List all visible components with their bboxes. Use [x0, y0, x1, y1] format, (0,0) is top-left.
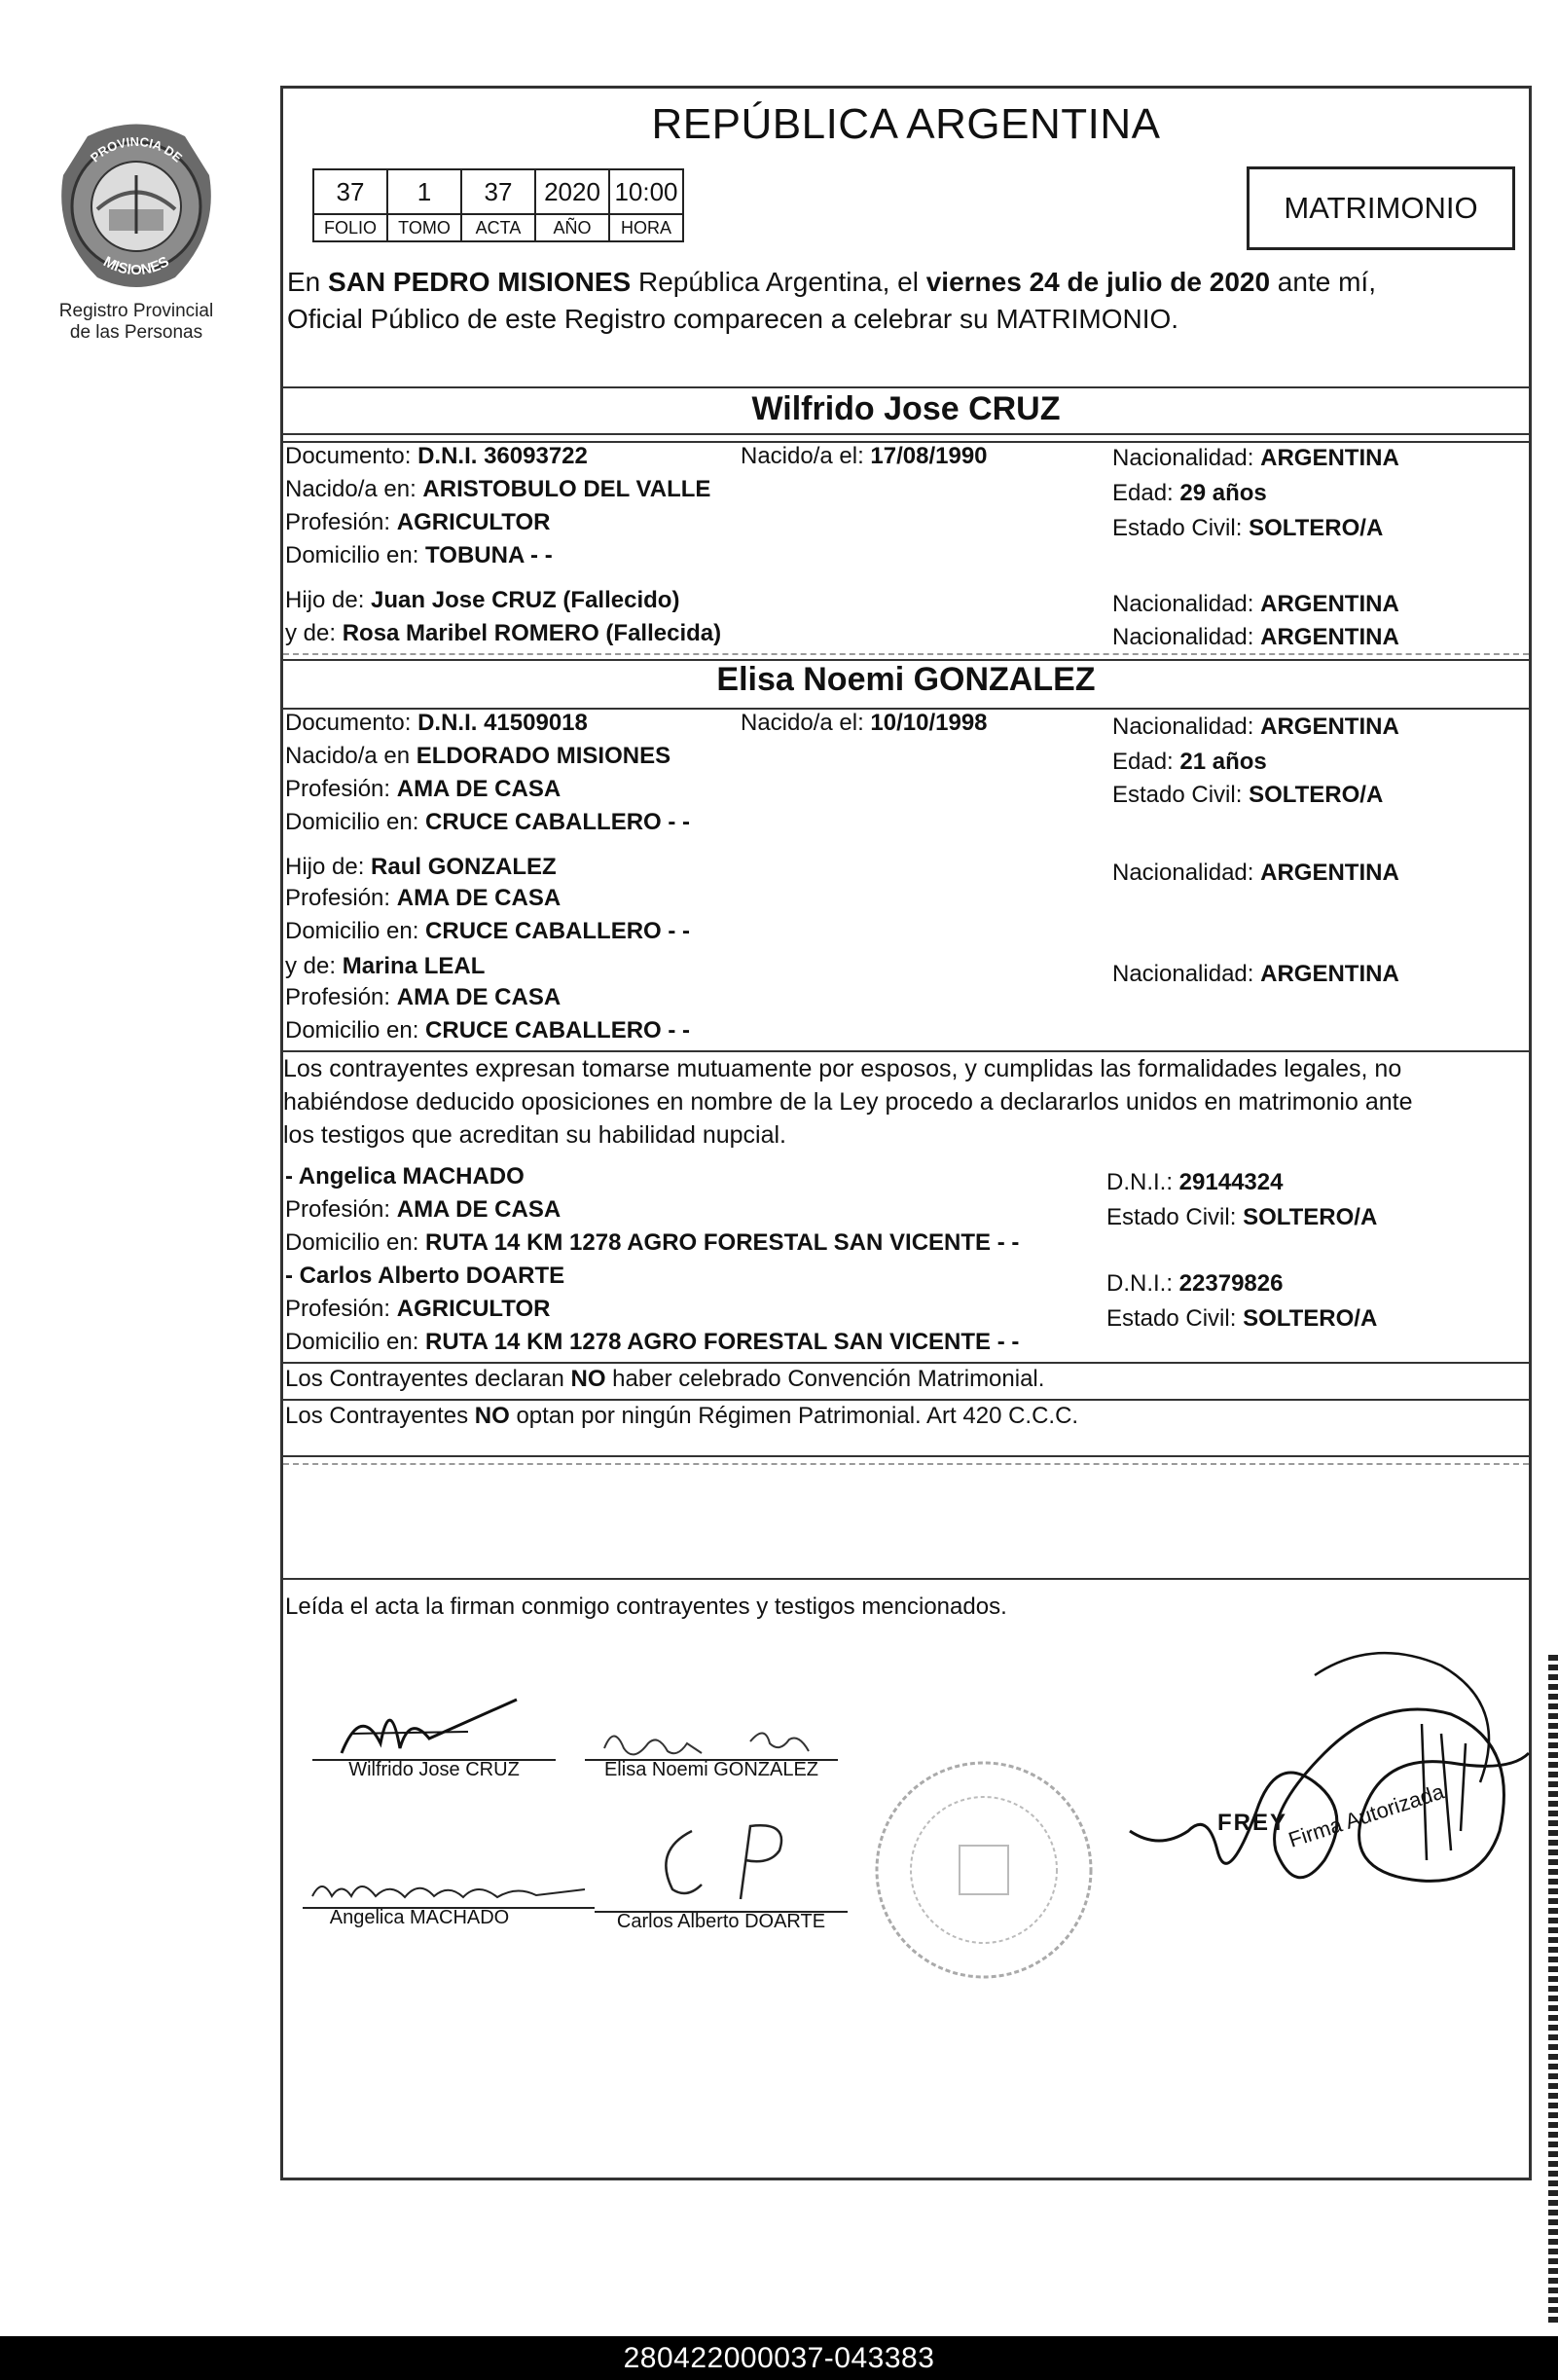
intro-line-2: Oficial Público de este Registro comparecen a celebrar su MATRIMONIO.: [287, 304, 1179, 334]
divider: [283, 1399, 1529, 1401]
party2-father-profession: Profesión: AMA DE CASA: [285, 885, 562, 911]
document-title: REPÚBLICA ARGENTINA: [651, 100, 1161, 148]
witness2-signature-name: Carlos Alberto DOARTE: [616, 1911, 826, 1932]
party1-father: Hijo de: Juan Jose CRUZ (Fallecido): [285, 587, 680, 613]
witness1-domicile: Domicilio en: RUTA 14 KM 1278 AGRO FORESTAL SAN VICENTE - -: [285, 1229, 1020, 1256]
official-stamp-text: Firma Autorizada: [1286, 1778, 1447, 1852]
intro-text-1: En: [287, 267, 329, 297]
witness1-profession: Profesión: AMA DE CASA: [285, 1196, 562, 1223]
party2-birthdate: Nacido/a el: 10/10/1998: [741, 710, 988, 736]
party2-name: Elisa Noemi GONZALEZ: [716, 661, 1096, 698]
tomo-value: 1: [387, 169, 461, 214]
groom-signature-name: Wilfrido Jose CRUZ: [348, 1759, 520, 1780]
party1-mother: y de: Rosa Maribel ROMERO (Fallecida): [285, 620, 722, 646]
document-id-bar: 280422000037-043383: [0, 2336, 1558, 2380]
anio-label: AÑO: [535, 214, 609, 241]
certificate-frame: [280, 86, 1532, 2180]
intro-text-3: ante mí,: [1270, 267, 1376, 297]
act-type-box: MATRIMONIO: [1247, 166, 1515, 250]
divider: [283, 1455, 1529, 1457]
bride-signature-name: Elisa Noemi GONZALEZ: [603, 1759, 819, 1780]
witness2-civil-status: Estado Civil: SOLTERO/A: [1106, 1305, 1378, 1332]
witness2-profession: Profesión: AGRICULTOR: [285, 1296, 551, 1322]
party1-name: Wilfrido Jose CRUZ: [751, 390, 1061, 427]
closing-statement: Leída el acta la firman conmigo contrayentes y testigos mencionados.: [285, 1593, 1007, 1620]
party1-father-nationality: Nacionalidad: ARGENTINA: [1112, 591, 1399, 617]
acta-value: 37: [461, 169, 535, 214]
party2-profession: Profesión: AMA DE CASA: [285, 776, 562, 802]
declaration-line-2: habiéndose deducido oposiciones en nombre de la Ley procedo a declararlos unidos en matrimonio ante: [283, 1088, 1413, 1116]
party2-age: Edad: 21 años: [1112, 749, 1267, 775]
intro-paragraph: [287, 264, 1525, 338]
party1-document: Documento: D.N.I. 36093722: [285, 443, 588, 469]
party2-nationality: Nacionalidad: ARGENTINA: [1112, 714, 1399, 740]
dashed-divider: [283, 1463, 1529, 1465]
witness1-dni: D.N.I.: 29144324: [1106, 1169, 1284, 1195]
party2-father-nationality: Nacionalidad: ARGENTINA: [1112, 860, 1399, 886]
record-number-table: [312, 168, 684, 242]
party2-father-domicile: Domicilio en: CRUCE CABALLERO - -: [285, 918, 691, 944]
witness1-name: - Angelica MACHADO: [285, 1163, 525, 1190]
party1-profession: Profesión: AGRICULTOR: [285, 509, 551, 535]
logo-caption: [39, 301, 234, 344]
witness1-civil-status: Estado Civil: SOLTERO/A: [1106, 1204, 1378, 1230]
witness2-signature: [634, 1812, 828, 1909]
witness2-name: - Carlos Alberto DOARTE: [285, 1263, 565, 1289]
logo-caption-line1: Registro Provincial: [58, 301, 214, 321]
official-stamp-icon: [867, 1753, 1101, 1987]
logo-caption-line2: de las Personas: [69, 322, 203, 343]
official-name: FREY: [1217, 1810, 1288, 1836]
official-signature: [1130, 1636, 1539, 1928]
tomo-label: TOMO: [387, 214, 461, 241]
scan-edge: [1548, 1655, 1558, 2326]
witness1-signature: [303, 1862, 595, 1911]
seal-top-text: PROVINCIA DE: [87, 133, 186, 165]
convention-statement: Los Contrayentes declaran NO haber celebrado Convención Matrimonial.: [285, 1366, 1045, 1392]
divider: [283, 1578, 1529, 1580]
declaration-line-1: Los contrayentes expresan tomarse mutuamente por esposos, y cumplidas las formalidades legales, no: [283, 1055, 1402, 1082]
declaration-paragraph: [283, 1052, 1523, 1152]
divider: [283, 386, 1529, 388]
intro-text-2: República Argentina, el: [631, 267, 926, 297]
party2-mother-profession: Profesión: AMA DE CASA: [285, 984, 562, 1010]
party2-father: Hijo de: Raul GONZALEZ: [285, 854, 557, 880]
intro-date: viernes 24 de julio de 2020: [925, 267, 1271, 297]
party2-domicile: Domicilio en: CRUCE CABALLERO - -: [285, 809, 691, 835]
party1-age: Edad: 29 años: [1112, 480, 1267, 506]
intro-place: SAN PEDRO MISIONES: [328, 267, 632, 297]
declaration-line-3: los testigos que acreditan su habilidad nupcial.: [283, 1121, 787, 1149]
acta-label: ACTA: [461, 214, 535, 241]
party1-nationality: Nacionalidad: ARGENTINA: [1112, 445, 1399, 471]
hora-label: HORA: [609, 214, 683, 241]
party1-domicile: Domicilio en: TOBUNA - -: [285, 542, 553, 568]
party2-mother-nationality: Nacionalidad: ARGENTINA: [1112, 961, 1399, 987]
witness2-dni: D.N.I.: 22379826: [1106, 1270, 1284, 1297]
folio-value: 37: [313, 169, 387, 214]
witness1-signature-name: Angelica MACHADO: [329, 1907, 510, 1928]
party2-civil-status: Estado Civil: SOLTERO/A: [1112, 782, 1384, 808]
party1-mother-nationality: Nacionalidad: ARGENTINA: [1112, 624, 1399, 650]
anio-value: 2020: [535, 169, 609, 214]
party2-mother-domicile: Domicilio en: CRUCE CABALLERO - -: [285, 1017, 691, 1044]
folio-label: FOLIO: [313, 214, 387, 241]
divider: [283, 433, 1529, 435]
provincial-seal-icon: [49, 117, 224, 292]
patrimonial-regime-statement: Los Contrayentes NO optan por ningún Régimen Patrimonial. Art 420 C.C.C.: [285, 1403, 1079, 1429]
party2-document: Documento: D.N.I. 41509018: [285, 710, 588, 736]
witness2-domicile: Domicilio en: RUTA 14 KM 1278 AGRO FORESTAL SAN VICENTE - -: [285, 1329, 1020, 1355]
party1-birthplace: Nacido/a en: ARISTOBULO DEL VALLE: [285, 476, 711, 502]
dashed-divider: [283, 653, 1529, 655]
seal-bottom-text: MISIONES: [100, 253, 172, 279]
party1-civil-status: Estado Civil: SOLTERO/A: [1112, 515, 1384, 541]
party1-birthdate: Nacido/a el: 17/08/1990: [741, 443, 988, 469]
party2-birthplace: Nacido/a en ELDORADO MISIONES: [285, 743, 671, 769]
hora-value: 10:00: [609, 169, 683, 214]
registry-logo: [39, 117, 234, 344]
divider: [283, 1362, 1529, 1364]
party2-mother: y de: Marina LEAL: [285, 953, 486, 979]
